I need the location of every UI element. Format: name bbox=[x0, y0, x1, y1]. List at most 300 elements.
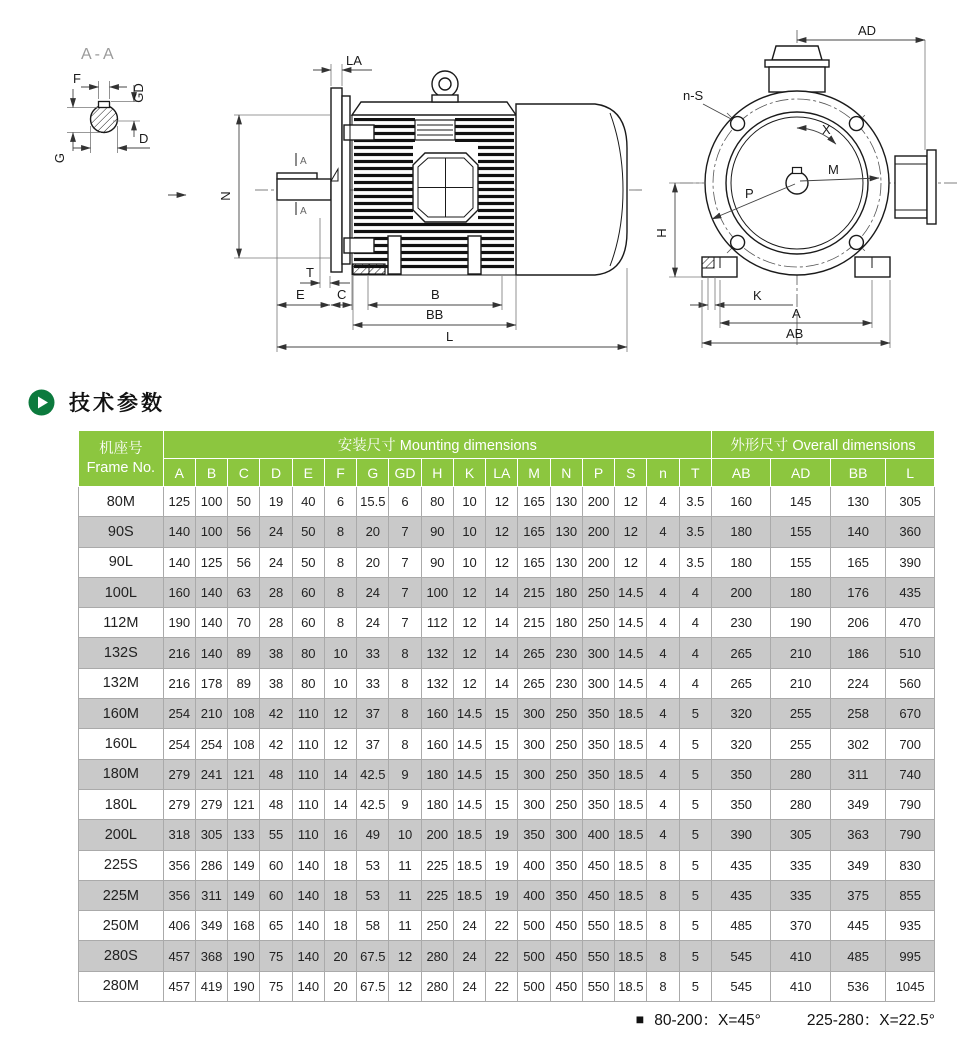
dimension-cell: 140 bbox=[292, 971, 324, 1001]
table-row bbox=[79, 941, 935, 971]
dimension-cell: 224 bbox=[830, 668, 885, 698]
dimension-cell: 200 bbox=[582, 517, 614, 547]
dimension-cell: 37 bbox=[357, 729, 389, 759]
dimension-cell: 350 bbox=[582, 699, 614, 729]
dimension-cell: 16 bbox=[324, 820, 356, 850]
dimension-cell: 3.5 bbox=[679, 547, 711, 577]
dimension-cell: 8 bbox=[324, 577, 356, 607]
dimension-cell: 89 bbox=[228, 668, 260, 698]
dimension-cell: 160 bbox=[163, 577, 195, 607]
dimension-cell: 550 bbox=[582, 971, 614, 1001]
frame-no-cell: 225S bbox=[79, 850, 164, 880]
dimension-cell: 4 bbox=[679, 608, 711, 638]
dimension-cell: 350 bbox=[711, 759, 770, 789]
dimension-cell: 11 bbox=[389, 911, 421, 941]
dimension-cell: 50 bbox=[228, 487, 260, 517]
dimension-cell: 140 bbox=[292, 850, 324, 880]
dimension-cell: 200 bbox=[421, 820, 453, 850]
dimension-cell: 8 bbox=[389, 638, 421, 668]
dimension-cell: 75 bbox=[260, 971, 292, 1001]
dimension-cell: 230 bbox=[550, 668, 582, 698]
column-header-GD: GD bbox=[389, 459, 421, 487]
section-header bbox=[28, 387, 165, 417]
dimension-cell: 410 bbox=[771, 941, 830, 971]
column-header-L: L bbox=[886, 459, 935, 487]
dimension-cell: 190 bbox=[228, 971, 260, 1001]
dimension-cell: 149 bbox=[228, 850, 260, 880]
dimension-cell: 536 bbox=[830, 971, 885, 1001]
dimension-cell: 63 bbox=[228, 577, 260, 607]
dimension-cell: 9 bbox=[389, 759, 421, 789]
dimension-cell: 210 bbox=[771, 668, 830, 698]
dimension-cell: 155 bbox=[771, 547, 830, 577]
dimension-cell: 740 bbox=[886, 759, 935, 789]
dimension-cell: 11 bbox=[389, 850, 421, 880]
frame-no-cell: 112M bbox=[79, 608, 164, 638]
dim-label-F: F bbox=[73, 71, 81, 86]
dimension-cell: 20 bbox=[324, 971, 356, 1001]
dimension-cell: 14 bbox=[486, 577, 518, 607]
frame-no-cell: 80M bbox=[79, 487, 164, 517]
frame-no-cell: 132S bbox=[79, 638, 164, 668]
dimension-cell: 125 bbox=[163, 487, 195, 517]
dimension-cell: 12 bbox=[453, 668, 485, 698]
dimension-cell: 390 bbox=[886, 547, 935, 577]
dimension-cell: 20 bbox=[324, 941, 356, 971]
dimension-cell: 300 bbox=[518, 729, 550, 759]
dimension-cell: 279 bbox=[163, 789, 195, 819]
dimension-cell: 349 bbox=[195, 911, 227, 941]
dimension-cell: 320 bbox=[711, 699, 770, 729]
dimension-cell: 110 bbox=[292, 699, 324, 729]
dimension-cell: 160 bbox=[421, 729, 453, 759]
section-title: 技术参数 bbox=[69, 392, 165, 415]
dimension-cell: 5 bbox=[679, 880, 711, 910]
dimension-cell: 75 bbox=[260, 941, 292, 971]
section-label: A-A bbox=[81, 46, 117, 63]
column-header-B: B bbox=[195, 459, 227, 487]
dimension-cell: 790 bbox=[886, 820, 935, 850]
table-row bbox=[79, 880, 935, 910]
table-row bbox=[79, 668, 935, 698]
dimension-cell: 450 bbox=[582, 850, 614, 880]
dimension-cell: 349 bbox=[830, 789, 885, 819]
dimension-cell: 8 bbox=[647, 880, 679, 910]
dimension-cell: 11 bbox=[389, 880, 421, 910]
dimension-cell: 250 bbox=[582, 608, 614, 638]
dim-label-AB: AB bbox=[786, 326, 804, 341]
dimension-cell: 350 bbox=[582, 759, 614, 789]
dimension-cell: 485 bbox=[830, 941, 885, 971]
dimension-cell: 165 bbox=[830, 547, 885, 577]
dimension-cell: 4 bbox=[647, 759, 679, 789]
dimension-cell: 320 bbox=[711, 729, 770, 759]
dimension-cell: 110 bbox=[292, 789, 324, 819]
column-header-N: N bbox=[550, 459, 582, 487]
dim-label-K: K bbox=[753, 288, 762, 303]
column-header-P: P bbox=[582, 459, 614, 487]
dimension-cell: 7 bbox=[389, 517, 421, 547]
dim-label-G: G bbox=[52, 152, 67, 164]
table-row bbox=[79, 850, 935, 880]
dimension-cell: 670 bbox=[886, 699, 935, 729]
dimension-cell: 180 bbox=[711, 517, 770, 547]
dimension-cell: 180 bbox=[771, 577, 830, 607]
dimension-cell: 14.5 bbox=[453, 729, 485, 759]
dimension-cell: 121 bbox=[228, 759, 260, 789]
dimension-cell: 4 bbox=[647, 789, 679, 819]
dimension-cell: 500 bbox=[518, 971, 550, 1001]
dim-label-C: C bbox=[337, 287, 347, 302]
dimension-cell: 457 bbox=[163, 941, 195, 971]
dimension-cell: 12 bbox=[324, 729, 356, 759]
dimension-cell: 180 bbox=[421, 759, 453, 789]
dimension-cell: 18.5 bbox=[615, 971, 647, 1001]
dimension-cell: 33 bbox=[357, 638, 389, 668]
dimension-cell: 130 bbox=[830, 487, 885, 517]
dimension-cell: 14.5 bbox=[453, 789, 485, 819]
dimension-cell: 14 bbox=[324, 759, 356, 789]
column-header-S: S bbox=[615, 459, 647, 487]
dimension-cell: 130 bbox=[550, 487, 582, 517]
dimension-cell: 89 bbox=[228, 638, 260, 668]
dimension-cell: 12 bbox=[486, 517, 518, 547]
section-mark-a-top: A bbox=[300, 156, 307, 167]
dimension-cell: 435 bbox=[886, 577, 935, 607]
dimension-cell: 18.5 bbox=[453, 850, 485, 880]
dimension-cell: 318 bbox=[163, 820, 195, 850]
dimension-cell: 215 bbox=[518, 577, 550, 607]
dimension-cell: 14 bbox=[486, 638, 518, 668]
column-header-BB: BB bbox=[830, 459, 885, 487]
dimension-cell: 12 bbox=[389, 971, 421, 1001]
dimension-cell: 8 bbox=[647, 850, 679, 880]
group-header-row bbox=[79, 431, 935, 459]
dimension-cell: 370 bbox=[771, 911, 830, 941]
dimension-cell: 140 bbox=[195, 577, 227, 607]
dimension-cell: 5 bbox=[679, 789, 711, 819]
dimension-cell: 500 bbox=[518, 941, 550, 971]
dimension-cell: 56 bbox=[228, 547, 260, 577]
dimension-cell: 4 bbox=[647, 608, 679, 638]
frame-no-header bbox=[79, 431, 164, 487]
dimension-cell: 42 bbox=[260, 699, 292, 729]
dimension-cell: 560 bbox=[886, 668, 935, 698]
dimension-cell: 350 bbox=[518, 820, 550, 850]
dimension-cell: 12 bbox=[615, 487, 647, 517]
dimension-cell: 305 bbox=[886, 487, 935, 517]
dim-label-LA: LA bbox=[346, 53, 362, 68]
dimension-cell: 302 bbox=[830, 729, 885, 759]
dimension-cell: 510 bbox=[886, 638, 935, 668]
dim-label-nS: n-S bbox=[683, 88, 704, 103]
column-header-D: D bbox=[260, 459, 292, 487]
dimension-cell: 28 bbox=[260, 577, 292, 607]
dimension-cell: 5 bbox=[679, 699, 711, 729]
dimension-cell: 200 bbox=[582, 547, 614, 577]
dimension-cell: 10 bbox=[453, 487, 485, 517]
table-row bbox=[79, 789, 935, 819]
frame-no-cell: 90L bbox=[79, 547, 164, 577]
table-row bbox=[79, 577, 935, 607]
dimension-cell: 140 bbox=[163, 547, 195, 577]
dimension-cell: 42.5 bbox=[357, 789, 389, 819]
dimension-cell: 435 bbox=[711, 850, 770, 880]
dimension-cell: 300 bbox=[582, 638, 614, 668]
column-header-AB: AB bbox=[711, 459, 770, 487]
dimension-cell: 14.5 bbox=[615, 668, 647, 698]
dimension-cell: 8 bbox=[324, 608, 356, 638]
dimension-cell: 450 bbox=[582, 880, 614, 910]
dimension-cell: 5 bbox=[679, 820, 711, 850]
dimension-cell: 186 bbox=[830, 638, 885, 668]
dimension-cell: 6 bbox=[389, 487, 421, 517]
dimension-cell: 33 bbox=[357, 668, 389, 698]
dimension-cell: 935 bbox=[886, 911, 935, 941]
dimension-cell: 400 bbox=[518, 850, 550, 880]
dimension-cell: 108 bbox=[228, 699, 260, 729]
dimension-cell: 130 bbox=[550, 517, 582, 547]
table-row bbox=[79, 517, 935, 547]
column-header-AD: AD bbox=[771, 459, 830, 487]
dimension-cell: 42 bbox=[260, 729, 292, 759]
dimension-cell: 58 bbox=[357, 911, 389, 941]
dimension-cell: 250 bbox=[550, 729, 582, 759]
frame-no-cell: 280M bbox=[79, 971, 164, 1001]
dimension-cell: 279 bbox=[163, 759, 195, 789]
dimension-cell: 400 bbox=[582, 820, 614, 850]
dimension-cell: 60 bbox=[292, 577, 324, 607]
dimension-cell: 305 bbox=[771, 820, 830, 850]
dimension-cell: 42.5 bbox=[357, 759, 389, 789]
dim-label-B: B bbox=[431, 287, 440, 302]
column-header-A: A bbox=[163, 459, 195, 487]
dimension-cell: 130 bbox=[550, 547, 582, 577]
table-row bbox=[79, 729, 935, 759]
dimension-cell: 28 bbox=[260, 608, 292, 638]
dimension-cell: 40 bbox=[292, 487, 324, 517]
dimension-cell: 22 bbox=[486, 971, 518, 1001]
dimension-cell: 350 bbox=[582, 789, 614, 819]
table-row bbox=[79, 971, 935, 1001]
dimension-cell: 5 bbox=[679, 759, 711, 789]
dimension-cell: 8 bbox=[647, 971, 679, 1001]
dimension-cell: 140 bbox=[195, 638, 227, 668]
dimension-cell: 10 bbox=[453, 547, 485, 577]
dimension-cell: 250 bbox=[550, 789, 582, 819]
dimension-cell: 363 bbox=[830, 820, 885, 850]
dimension-cell: 545 bbox=[711, 941, 770, 971]
dim-label-P: P bbox=[745, 186, 754, 201]
dimension-cell: 165 bbox=[518, 517, 550, 547]
dimension-cell: 12 bbox=[324, 699, 356, 729]
dimension-cell: 60 bbox=[292, 608, 324, 638]
dimension-cell: 410 bbox=[771, 971, 830, 1001]
frame-no-cell: 90S bbox=[79, 517, 164, 547]
dimension-cell: 121 bbox=[228, 789, 260, 819]
table-row bbox=[79, 547, 935, 577]
dimension-cell: 250 bbox=[550, 759, 582, 789]
frame-no-cell: 200L bbox=[79, 820, 164, 850]
dim-label-E: E bbox=[296, 287, 305, 302]
dimension-cell: 10 bbox=[324, 668, 356, 698]
dimension-cell: 49 bbox=[357, 820, 389, 850]
dimension-cell: 8 bbox=[647, 911, 679, 941]
dimension-cell: 225 bbox=[421, 880, 453, 910]
frame-no-cell: 280S bbox=[79, 941, 164, 971]
column-header-F: F bbox=[324, 459, 356, 487]
dimension-cell: 100 bbox=[421, 577, 453, 607]
motor-front-view-drawing bbox=[645, 10, 972, 375]
dimension-cell: 300 bbox=[550, 820, 582, 850]
dimension-cell: 445 bbox=[830, 911, 885, 941]
dimension-cell: 4 bbox=[647, 729, 679, 759]
dimension-cell: 14 bbox=[324, 789, 356, 819]
mounting-dimensions-header: 安装尺寸 Mounting dimensions bbox=[163, 431, 711, 459]
dimension-cell: 24 bbox=[453, 911, 485, 941]
dimension-cell: 8 bbox=[324, 547, 356, 577]
dimension-cell: 200 bbox=[711, 577, 770, 607]
dimension-cell: 38 bbox=[260, 638, 292, 668]
dimension-cell: 10 bbox=[453, 517, 485, 547]
dimension-cell: 18 bbox=[324, 911, 356, 941]
dimension-cell: 67.5 bbox=[357, 941, 389, 971]
dimension-cell: 4 bbox=[647, 638, 679, 668]
dimension-cell: 12 bbox=[615, 547, 647, 577]
dimension-cell: 225 bbox=[421, 850, 453, 880]
dim-label-T: T bbox=[306, 265, 314, 280]
dimension-cell: 22 bbox=[486, 911, 518, 941]
dimension-cell: 24 bbox=[453, 971, 485, 1001]
dimension-cell: 830 bbox=[886, 850, 935, 880]
dimension-cell: 8 bbox=[389, 668, 421, 698]
dimension-cell: 206 bbox=[830, 608, 885, 638]
dimension-cell: 19 bbox=[486, 850, 518, 880]
dimension-cell: 356 bbox=[163, 850, 195, 880]
column-header-LA: LA bbox=[486, 459, 518, 487]
dimension-cell: 419 bbox=[195, 971, 227, 1001]
dimension-cell: 160 bbox=[711, 487, 770, 517]
dimension-cell: 176 bbox=[830, 577, 885, 607]
dimension-cell: 20 bbox=[357, 547, 389, 577]
dimension-cell: 500 bbox=[518, 911, 550, 941]
frame-no-cell: 180L bbox=[79, 789, 164, 819]
dimension-cell: 470 bbox=[886, 608, 935, 638]
table-row bbox=[79, 487, 935, 517]
dimension-cell: 5 bbox=[679, 850, 711, 880]
dimension-cell: 8 bbox=[389, 729, 421, 759]
dimension-cell: 280 bbox=[771, 759, 830, 789]
dimension-cell: 545 bbox=[711, 971, 770, 1001]
frame-no-cell: 100L bbox=[79, 577, 164, 607]
dimension-cell: 300 bbox=[518, 789, 550, 819]
dimension-cell: 8 bbox=[324, 517, 356, 547]
dimension-cell: 4 bbox=[647, 577, 679, 607]
dimension-cell: 550 bbox=[582, 941, 614, 971]
dimension-cell: 19 bbox=[486, 880, 518, 910]
dimension-cell: 19 bbox=[486, 820, 518, 850]
dimension-cell: 12 bbox=[486, 547, 518, 577]
dimension-cell: 349 bbox=[830, 850, 885, 880]
dimension-cell: 90 bbox=[421, 517, 453, 547]
dimension-cell: 14 bbox=[486, 668, 518, 698]
dimension-cell: 4 bbox=[647, 820, 679, 850]
dimension-cell: 50 bbox=[292, 547, 324, 577]
dimension-cell: 700 bbox=[886, 729, 935, 759]
dimension-cell: 250 bbox=[550, 699, 582, 729]
dimension-cell: 5 bbox=[679, 971, 711, 1001]
dimension-cell: 80 bbox=[421, 487, 453, 517]
dimension-cell: 230 bbox=[550, 638, 582, 668]
dimension-cell: 4 bbox=[647, 547, 679, 577]
dimension-cell: 311 bbox=[195, 880, 227, 910]
dim-label-BB: BB bbox=[426, 307, 444, 322]
dimension-cell: 180 bbox=[421, 789, 453, 819]
dimension-cell: 4 bbox=[679, 577, 711, 607]
dimension-cell: 14.5 bbox=[615, 638, 647, 668]
frame-no-cell: 225M bbox=[79, 880, 164, 910]
dimension-cell: 250 bbox=[582, 577, 614, 607]
dimension-cell: 254 bbox=[195, 729, 227, 759]
dimension-cell: 24 bbox=[260, 547, 292, 577]
dim-label-L: L bbox=[446, 329, 454, 344]
motor-side-view-drawing bbox=[220, 18, 650, 368]
dimension-cell: 140 bbox=[292, 880, 324, 910]
dimension-cell: 18.5 bbox=[615, 911, 647, 941]
dimension-cell: 210 bbox=[195, 699, 227, 729]
dimension-cell: 360 bbox=[886, 517, 935, 547]
dimension-cell: 14.5 bbox=[615, 577, 647, 607]
dimension-cell: 254 bbox=[163, 699, 195, 729]
dimension-cell: 12 bbox=[389, 941, 421, 971]
play-icon bbox=[28, 389, 55, 416]
dimension-cell: 180 bbox=[550, 577, 582, 607]
dimension-cell: 265 bbox=[711, 668, 770, 698]
dimension-cell: 18.5 bbox=[615, 850, 647, 880]
frame-no-cell: 250M bbox=[79, 911, 164, 941]
dimension-cell: 450 bbox=[550, 941, 582, 971]
dimension-cell: 48 bbox=[260, 759, 292, 789]
dimension-cell: 24 bbox=[453, 941, 485, 971]
dimension-cell: 200 bbox=[582, 487, 614, 517]
dimension-cell: 18.5 bbox=[615, 759, 647, 789]
dimension-cell: 165 bbox=[518, 547, 550, 577]
dimension-cell: 18.5 bbox=[615, 880, 647, 910]
dimension-cell: 14.5 bbox=[453, 699, 485, 729]
dimension-cell: 230 bbox=[711, 608, 770, 638]
dimension-cell: 550 bbox=[582, 911, 614, 941]
dimension-cell: 112 bbox=[421, 608, 453, 638]
dimension-cell: 254 bbox=[163, 729, 195, 759]
dimension-cell: 216 bbox=[163, 668, 195, 698]
frame-no-cell: 180M bbox=[79, 759, 164, 789]
dimension-cell: 53 bbox=[357, 880, 389, 910]
dimension-cell: 14.5 bbox=[615, 608, 647, 638]
dimension-cell: 15.5 bbox=[357, 487, 389, 517]
footnote bbox=[636, 1008, 935, 1030]
column-header-T: T bbox=[679, 459, 711, 487]
dimension-cell: 450 bbox=[550, 911, 582, 941]
dim-label-D: D bbox=[139, 131, 149, 146]
dimension-cell: 56 bbox=[228, 517, 260, 547]
dim-label-M: M bbox=[828, 162, 839, 177]
dim-label-N: N bbox=[218, 191, 233, 201]
dimension-cell: 280 bbox=[421, 971, 453, 1001]
dimension-cell: 15 bbox=[486, 729, 518, 759]
dimension-cell: 50 bbox=[292, 517, 324, 547]
dimension-cell: 18 bbox=[324, 850, 356, 880]
dimension-cell: 22 bbox=[486, 941, 518, 971]
